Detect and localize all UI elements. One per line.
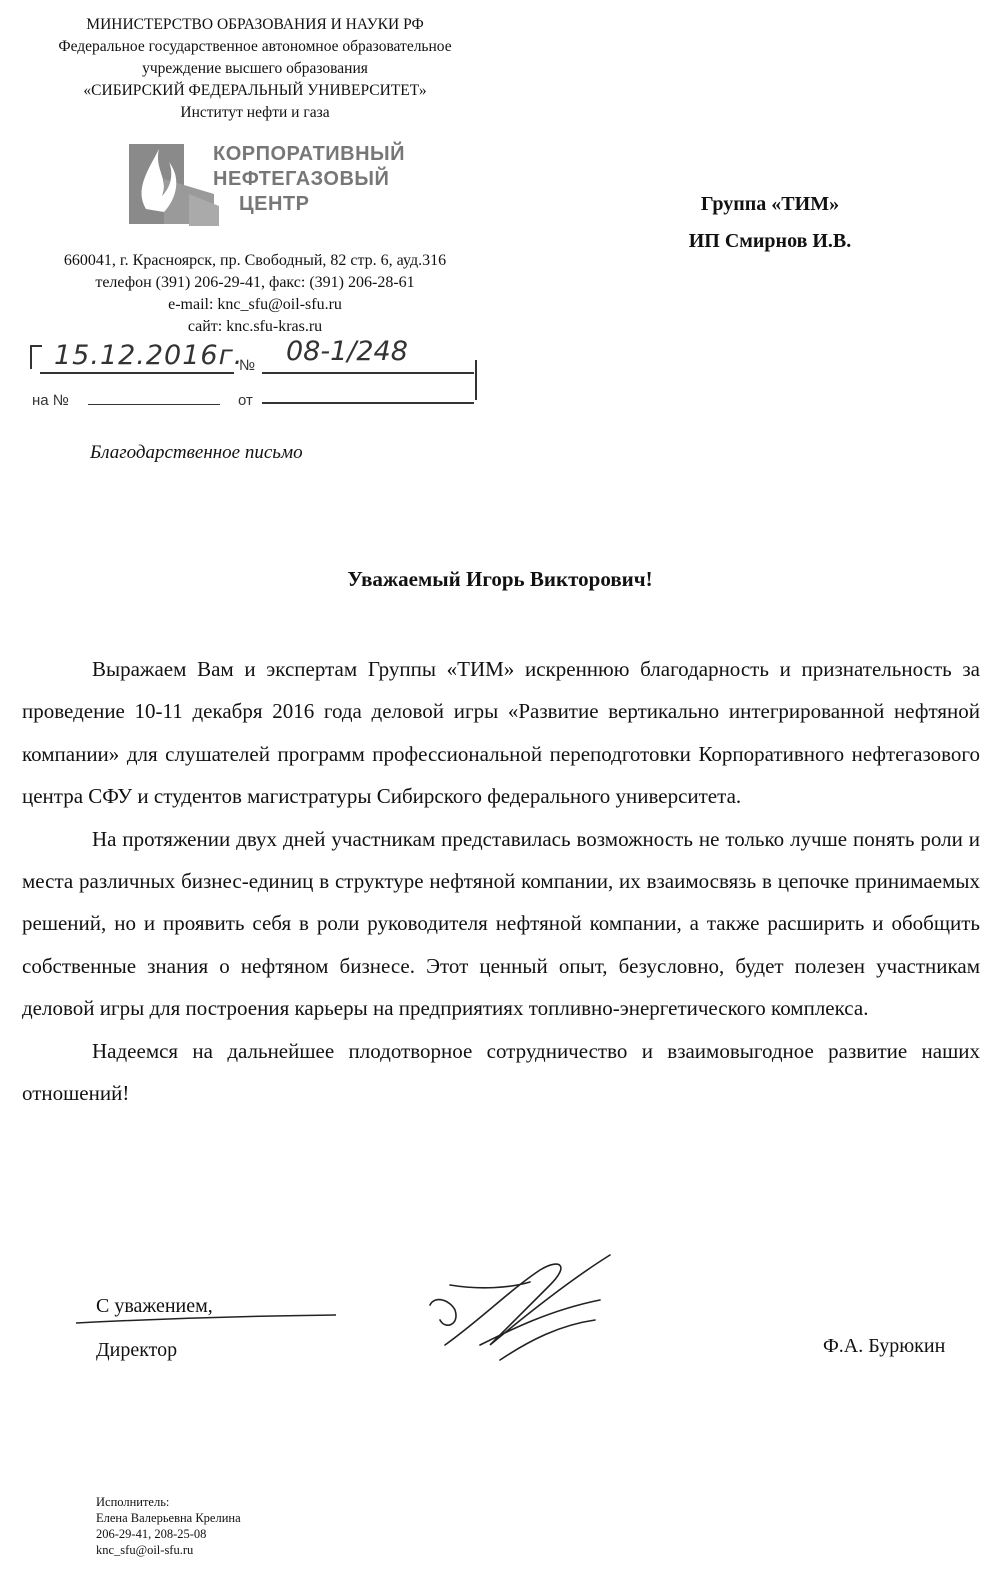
address: 660041, г. Красноярск, пр. Свободный, 82 стр. 6, ауд.316 — [63, 252, 447, 269]
recipient-block — [640, 186, 900, 260]
ref-from-label: от — [238, 392, 253, 409]
executor-label: Исполнитель: — [96, 1495, 170, 1509]
ref-number-label: на № — [32, 392, 69, 409]
reg-number-underline — [262, 372, 474, 374]
executor-email: knc_sfu@oil-sfu.ru — [96, 1543, 194, 1557]
ministry-name: МИНИСТЕРСТВО ОБРАЗОВАНИЯ И НАУКИ РФ — [86, 16, 424, 33]
reg-bracket-right — [465, 360, 477, 400]
logo-line-1: КОРПОРАТИВНЫЙ — [213, 143, 405, 165]
executor-block — [96, 1494, 241, 1558]
letter-body — [22, 648, 980, 1114]
closing-regards: С уважением, — [96, 1295, 213, 1317]
regards-underline — [74, 1313, 338, 1325]
signer-position: Директор — [96, 1339, 178, 1361]
institute-name: Институт нефти и газа — [180, 104, 330, 121]
reg-number: 08-1/248 — [286, 336, 408, 367]
letter-subject: Благодарственное письмо — [90, 442, 303, 463]
recipient-company: Группа «ТИМ» — [700, 193, 840, 215]
logo-line-2: НЕФТЕГАЗОВЫЙ — [213, 168, 390, 190]
ref-number-line — [88, 404, 220, 405]
executor-phones: 206-29-41, 208-25-08 — [96, 1527, 207, 1541]
letterhead — [20, 14, 490, 124]
reg-date: 15.12.2016г. — [54, 340, 244, 371]
ref-from-line — [262, 402, 474, 404]
website: сайт: knc.sfu-kras.ru — [187, 318, 323, 335]
body-paragraph-2: На протяжении двух дней участникам представилась возможность не только лучше понять роли и места различных бизнес-единиц в структуре нефтяной компании, их взаимосвязь в цепочке принимаемых решений, но и проявить себя в роли руководителя нефтяной компании, а также расширить и обобщить собственные знания о нефтяном бизнесе. Этот ценный опыт, безусловно, будет полезен участникам деловой игры для построения карьеры на предприятиях топливно-энергетического комплекса. — [22, 826, 980, 1021]
phone-fax: телефон (391) 206-29-41, факс: (391) 206-28-61 — [95, 274, 415, 291]
contact-block — [20, 250, 490, 338]
signer-name: Ф.А. Бурюкин — [823, 1335, 946, 1357]
greeting: Уважаемый Игорь Викторович! — [347, 567, 653, 591]
logo-wordmark — [213, 142, 405, 217]
handwritten-signature-icon — [420, 1250, 620, 1390]
university-name: «СИБИРСКИЙ ФЕДЕРАЛЬНЫЙ УНИВЕРСИТЕТ» — [83, 82, 427, 99]
reg-number-label: № — [239, 357, 256, 374]
reg-date-underline — [40, 372, 234, 374]
logo-line-3: ЦЕНТР — [239, 193, 310, 215]
executor-name: Елена Валерьевна Крелина — [96, 1511, 241, 1525]
recipient-person: ИП Смирнов И.В. — [688, 230, 852, 252]
body-paragraph-3: Надеемся на дальнейшее плодотворное сотрудничество и взаимовыгодное развитие наших отношений! — [22, 1038, 980, 1106]
org-line-2: учреждение высшего образования — [142, 60, 368, 77]
body-paragraph-1: Выражаем Вам и экспертам Группы «ТИМ» искреннюю благодарность и признательность за проведение 10-11 декабря 2016 года деловой игры «Развитие вертикально интегрированной нефтяной компании» для слушателей программ профессиональной переподготовки Корпоративного нефтегазового центра СФУ и студентов магистратуры Сибирского федерального университета. — [22, 657, 980, 809]
reg-bracket — [30, 345, 42, 369]
email: e-mail: knc_sfu@oil-sfu.ru — [168, 296, 342, 313]
org-line-1: Федеральное государственное автономное образовательное — [58, 38, 452, 55]
